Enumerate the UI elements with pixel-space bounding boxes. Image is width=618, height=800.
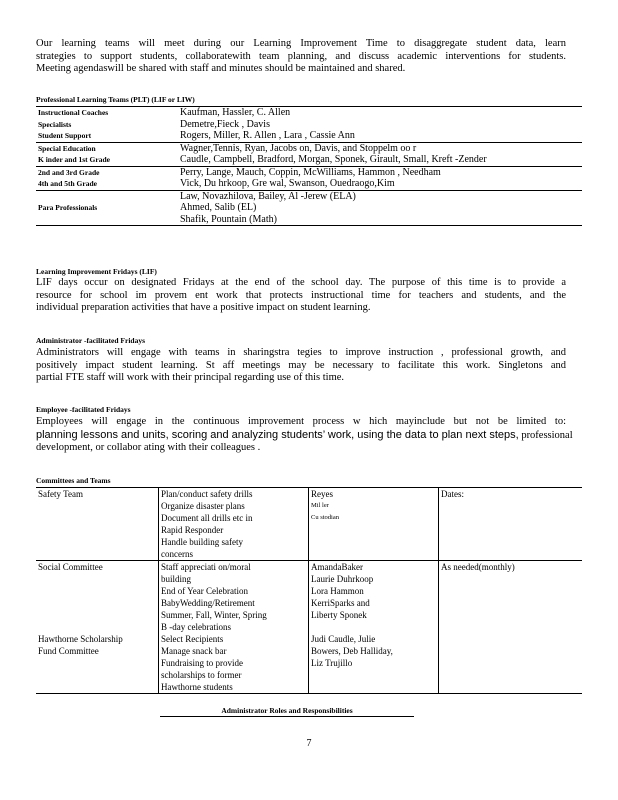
activity-item: Document all drills etc in [161,513,253,523]
intro-line: Our learning teams will meet during our Learning Improvement Time to disaggregate student data, learn [36,38,566,49]
member: AmandaBaker [311,562,363,572]
table-row [36,202,582,214]
activity-item: Staff appreciati on/moral [161,562,251,572]
table-row [36,178,582,190]
activity-item: concerns [161,549,193,559]
plt-names: Ahmed, Salib (EL) [180,202,257,213]
plt-names: Caudle, Campbell, Bradford, Morgan, Sponek, Girault, Small, Kreft -Zender [180,154,487,165]
plt-role: Instructional Coaches [36,107,178,119]
plt-names: Shafik, Pountain (Math) [178,214,582,226]
committee-name-line: Hawthorne Scholarship [38,634,123,644]
admin-line: positively impact student learning. St aff meetings may be necessary to facilitate this work. Singletons and [36,359,566,371]
committee-activities [159,488,309,561]
activity-item: building [161,574,192,584]
plt-role: Specialists [38,119,72,129]
employee-line-emphasis: planning lessons and units, scoring and analyzing students’ work, using the data to plan next steps, [36,428,519,441]
activity-item: Select Recipients [161,634,224,644]
member: Mil ler [311,502,329,509]
activity-item: Organize disaster plans [161,501,245,511]
intro-line: strategies to support students, collaboratewith team planning, and discuss academic interventions for students. [36,50,566,62]
table-row [36,166,582,178]
plt-role [36,214,178,226]
employee-line-rest: professional [518,429,573,441]
plt-names: Kaufman, Hassler, C. Allen [178,107,582,119]
table-row [36,142,582,154]
member: KerriSparks and [311,598,370,608]
activity-item: Rapid Responder [161,525,224,535]
activity-item: Plan/conduct safety drills [161,489,253,499]
intro-paragraph [36,38,566,76]
committees-heading: Committees and Teams [36,476,111,485]
table-row [36,214,582,226]
plt-role: 4th and 5th Grade [38,179,97,188]
member: Reyes [311,489,333,499]
employee-line [36,428,573,443]
committee-members [309,488,439,561]
plt-names: Wagner,Tennis, Ryan, Jacobs on, Davis, and Stoppelm oo r [178,142,582,154]
lif-line: resource for school im provem ent work that protects instructional time for teachers and students, and the [36,289,566,301]
plt-names: Demetre,Fieck , Davis [180,118,270,130]
page-number: 7 [306,738,312,749]
activity-item: BabyWedding/Retirement [161,598,255,608]
activity-item: Fundraising to provide [161,658,243,668]
admin-roles-title: Administrator Roles and Responsibilities [160,706,414,717]
committee-members [309,633,439,694]
lif-line: individual preparation activities that have a positive impact on student learning. [36,302,371,313]
committee-activities [159,561,309,634]
member: Bowers, Deb Halliday, [311,646,393,656]
committee-name-line: Fund Committee [38,646,99,656]
plt-role: Special Education [36,142,178,154]
table-row [36,561,582,634]
plt-role [36,190,178,202]
member: Lora Hammon [311,586,364,596]
activity-item: scholarships to former [161,670,242,680]
activity-item: Summer, Fall, Winter, Spring [161,610,267,620]
member: Cu stodian [311,514,339,521]
table-row [36,107,582,119]
committee-name [36,633,159,694]
committee-name: Social Committee [36,561,159,634]
plt-names: Perry, Lange, Mauch, Coppin, McWilliams, Hammon , Needham [178,166,582,178]
admin-fridays-heading: Administrator -facilitated Fridays [36,336,146,345]
member: Liz Trujillo [311,658,353,668]
activity-item: Handle building safety [161,537,243,547]
activity-item: Manage snack bar [161,646,227,656]
plt-heading: Professional Learning Teams (PLT) (LIF or LIW) [36,95,195,104]
committee-dates [439,633,583,694]
table-row [36,488,582,561]
committee-name: Safety Team [36,488,159,561]
activity-item: End of Year Celebration [161,586,248,596]
lif-heading: Learning Improvement Fridays (LIF) [36,267,157,276]
plt-names: Vick, Du hrkoop, Gre wal, Swanson, Ouedraogo,Kim [180,178,395,189]
plt-names: Law, Novazhilova, Bailey, Al -Jerew (ELA) [178,190,582,202]
member: Judi Caudle, Julie [311,634,376,644]
intro-line: Meeting agendaswill be shared with staff and minutes should be maintained and shared. [36,63,406,74]
employee-fridays-paragraph [36,416,573,455]
activity-item: B -day celebrations [161,622,231,632]
table-row [36,119,582,131]
table-row [36,190,582,202]
table-row [36,154,582,166]
admin-line: Administrators will engage with teams in sharingstra tegies to improve instruction , professional growth, and [36,347,566,358]
committee-dates: Dates: [439,488,583,561]
employee-line: Employees will engage in the continuous improvement process w hich mayinclude but not be limited to: [36,416,566,427]
plt-role: Student Support [38,131,92,140]
member: Laurie Duhrkoop [311,574,374,584]
lif-paragraph [36,277,566,315]
lif-line: LIF days occur on designated Fridays at the end of the school day. The purpose of this time is to provide a [36,277,566,288]
employee-fridays-heading: Employee -facilitated Fridays [36,405,131,414]
committee-dates: As needed(monthly) [439,561,583,634]
plt-role: 2nd and 3rd Grade [36,166,178,178]
employee-line: development, or collabor ating with their colleagues . [36,442,261,453]
activity-item: Hawthorne students [161,682,233,692]
table-row [36,130,582,142]
plt-names: Rogers, Miller, R. Allen , Lara , Cassie Ann [180,130,355,141]
table-row [36,633,582,694]
admin-fridays-paragraph [36,347,566,385]
member: Liberty Sponek [311,610,367,620]
admin-line: partial FTE staff will work with their principal regarding use of this time. [36,372,345,383]
plt-role: Para Professionals [38,203,98,212]
committees-table [36,487,582,694]
plt-table [36,106,582,226]
committee-activities [159,633,309,694]
committee-members [309,561,439,634]
plt-role: K inder and 1st Grade [38,155,110,164]
